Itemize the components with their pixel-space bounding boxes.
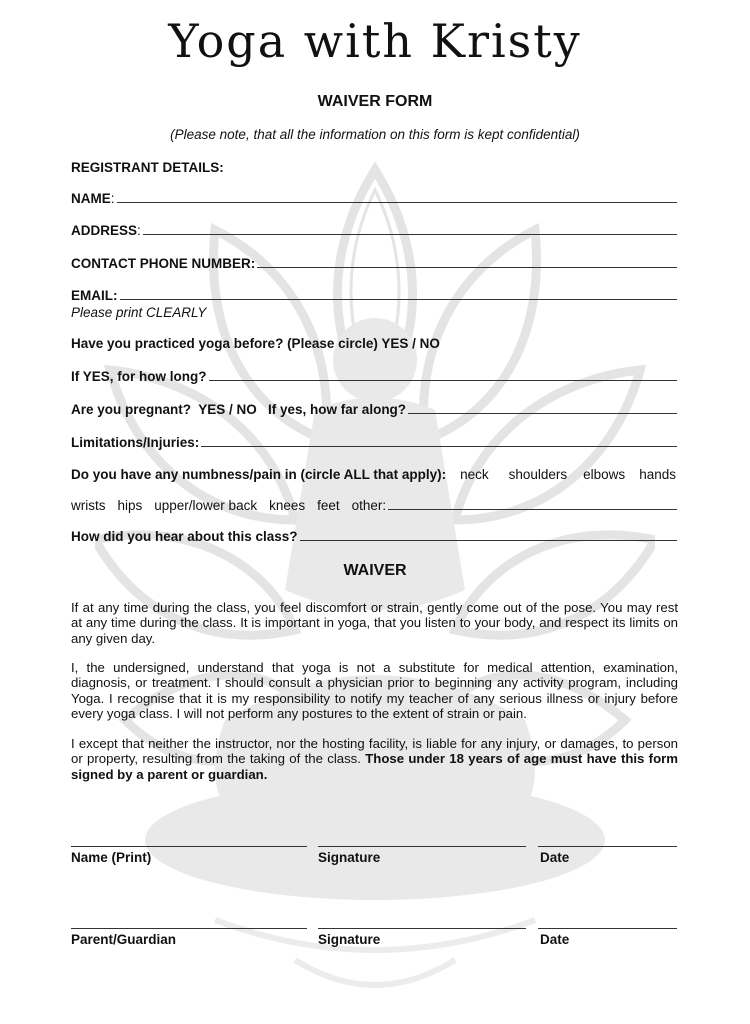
email-field[interactable]: [120, 289, 678, 300]
pregnant-label: Are you pregnant? YES / NO If yes, how far along?: [71, 402, 407, 417]
limitations-row: [71, 435, 677, 450]
name-print-line[interactable]: [71, 846, 307, 847]
signature-label-2: Signature: [318, 932, 381, 947]
print-clearly-note: Please print CLEARLY: [71, 305, 207, 320]
address-row: [71, 223, 677, 238]
name-colon: :: [110, 191, 115, 206]
logo-text: Yoga with Kristy: [168, 14, 582, 68]
pregnant-row: [71, 402, 677, 417]
signature-label-1: Signature: [318, 850, 381, 865]
phone-label: CONTACT PHONE NUMBER:: [71, 256, 256, 271]
numbness-label: Do you have any numbness/pain in (circle ALL that apply):: [71, 467, 447, 482]
option-hips[interactable]: hips: [117, 498, 143, 513]
date-line-1[interactable]: [538, 846, 677, 847]
confidential-note: (Please note, that all the information on this form is kept confidential): [170, 127, 580, 142]
registrant-heading: REGISTRANT DETAILS:: [71, 160, 224, 175]
parent-guardian-label: Parent/Guardian: [71, 932, 177, 947]
phone-row: [71, 256, 677, 271]
option-shoulders[interactable]: shoulders: [508, 467, 568, 482]
address-label: ADDRESS: [71, 223, 138, 238]
hear-about-label: How did you hear about this class?: [71, 529, 298, 544]
other-field[interactable]: [388, 499, 677, 510]
email-row: [71, 288, 677, 303]
practiced-question: Have you practiced yoga before? (Please circle) YES / NO: [71, 336, 440, 351]
pregnant-field[interactable]: [408, 403, 677, 414]
form-title: WAIVER FORM: [317, 93, 433, 110]
signature-line-2[interactable]: [318, 928, 526, 929]
waiver-title: WAIVER: [343, 562, 407, 579]
how-long-label: If YES, for how long?: [71, 369, 207, 384]
name-print-label: Name (Print): [71, 850, 152, 865]
numbness-row: [71, 467, 677, 482]
option-knees[interactable]: knees: [269, 498, 306, 513]
email-label: EMAIL:: [71, 288, 118, 303]
signature-line-1[interactable]: [318, 846, 526, 847]
phone-field[interactable]: [257, 257, 677, 268]
name-row: [71, 191, 677, 206]
option-neck[interactable]: neck: [460, 467, 489, 482]
how-long-field[interactable]: [209, 370, 678, 381]
waiver-paragraph-1: If at any time during the class, you feel discomfort or strain, gently come out of the pose. You may rest at any time during the class. It is important in yoga, that you listen to your body, and respect its limits on any given day.: [71, 600, 678, 646]
hear-about-field[interactable]: [300, 530, 677, 541]
parent-guardian-line[interactable]: [71, 928, 307, 929]
numbness-row-2: [71, 498, 677, 513]
option-upper-lower-back[interactable]: upper/lower back: [154, 498, 258, 513]
option-elbows[interactable]: elbows: [583, 467, 626, 482]
date-label-1: Date: [540, 850, 570, 865]
other-label: other:: [351, 498, 387, 513]
option-feet[interactable]: feet: [317, 498, 340, 513]
waiver-paragraph-3: [71, 736, 678, 782]
option-hands[interactable]: hands: [639, 467, 676, 482]
name-label: NAME: [71, 191, 111, 206]
address-field[interactable]: [143, 224, 677, 235]
limitations-label: Limitations/Injuries:: [71, 435, 200, 450]
hear-about-row: [71, 529, 677, 544]
waiver-paragraph-2: I, the undersigned, understand that yoga is not a substitute for medical attention, examination, diagnosis, or treatment. I should consult a physician prior to beginning any activity program, including Yoga. I recognise that it is my responsibility to notify my teacher of any serious illness or injury before every yoga class. I will not perform any postures to the extent of strain or pain.: [71, 660, 678, 722]
date-line-2[interactable]: [538, 928, 677, 929]
name-field[interactable]: [117, 192, 677, 203]
how-long-row: [71, 369, 677, 384]
limitations-field[interactable]: [201, 436, 677, 447]
date-label-2: Date: [540, 932, 570, 947]
waiver-paragraph-3-text: I except that neither the instructor, nor the hosting facility, is liable for any injury, or damages, to person or property, resulting from the taking of the class.: [71, 736, 678, 767]
waiver-guardian-requirement: Those under 18 years of age must have this form signed by a parent or guardian.: [71, 751, 678, 782]
address-colon: :: [137, 223, 141, 238]
option-wrists[interactable]: wrists: [71, 498, 106, 513]
